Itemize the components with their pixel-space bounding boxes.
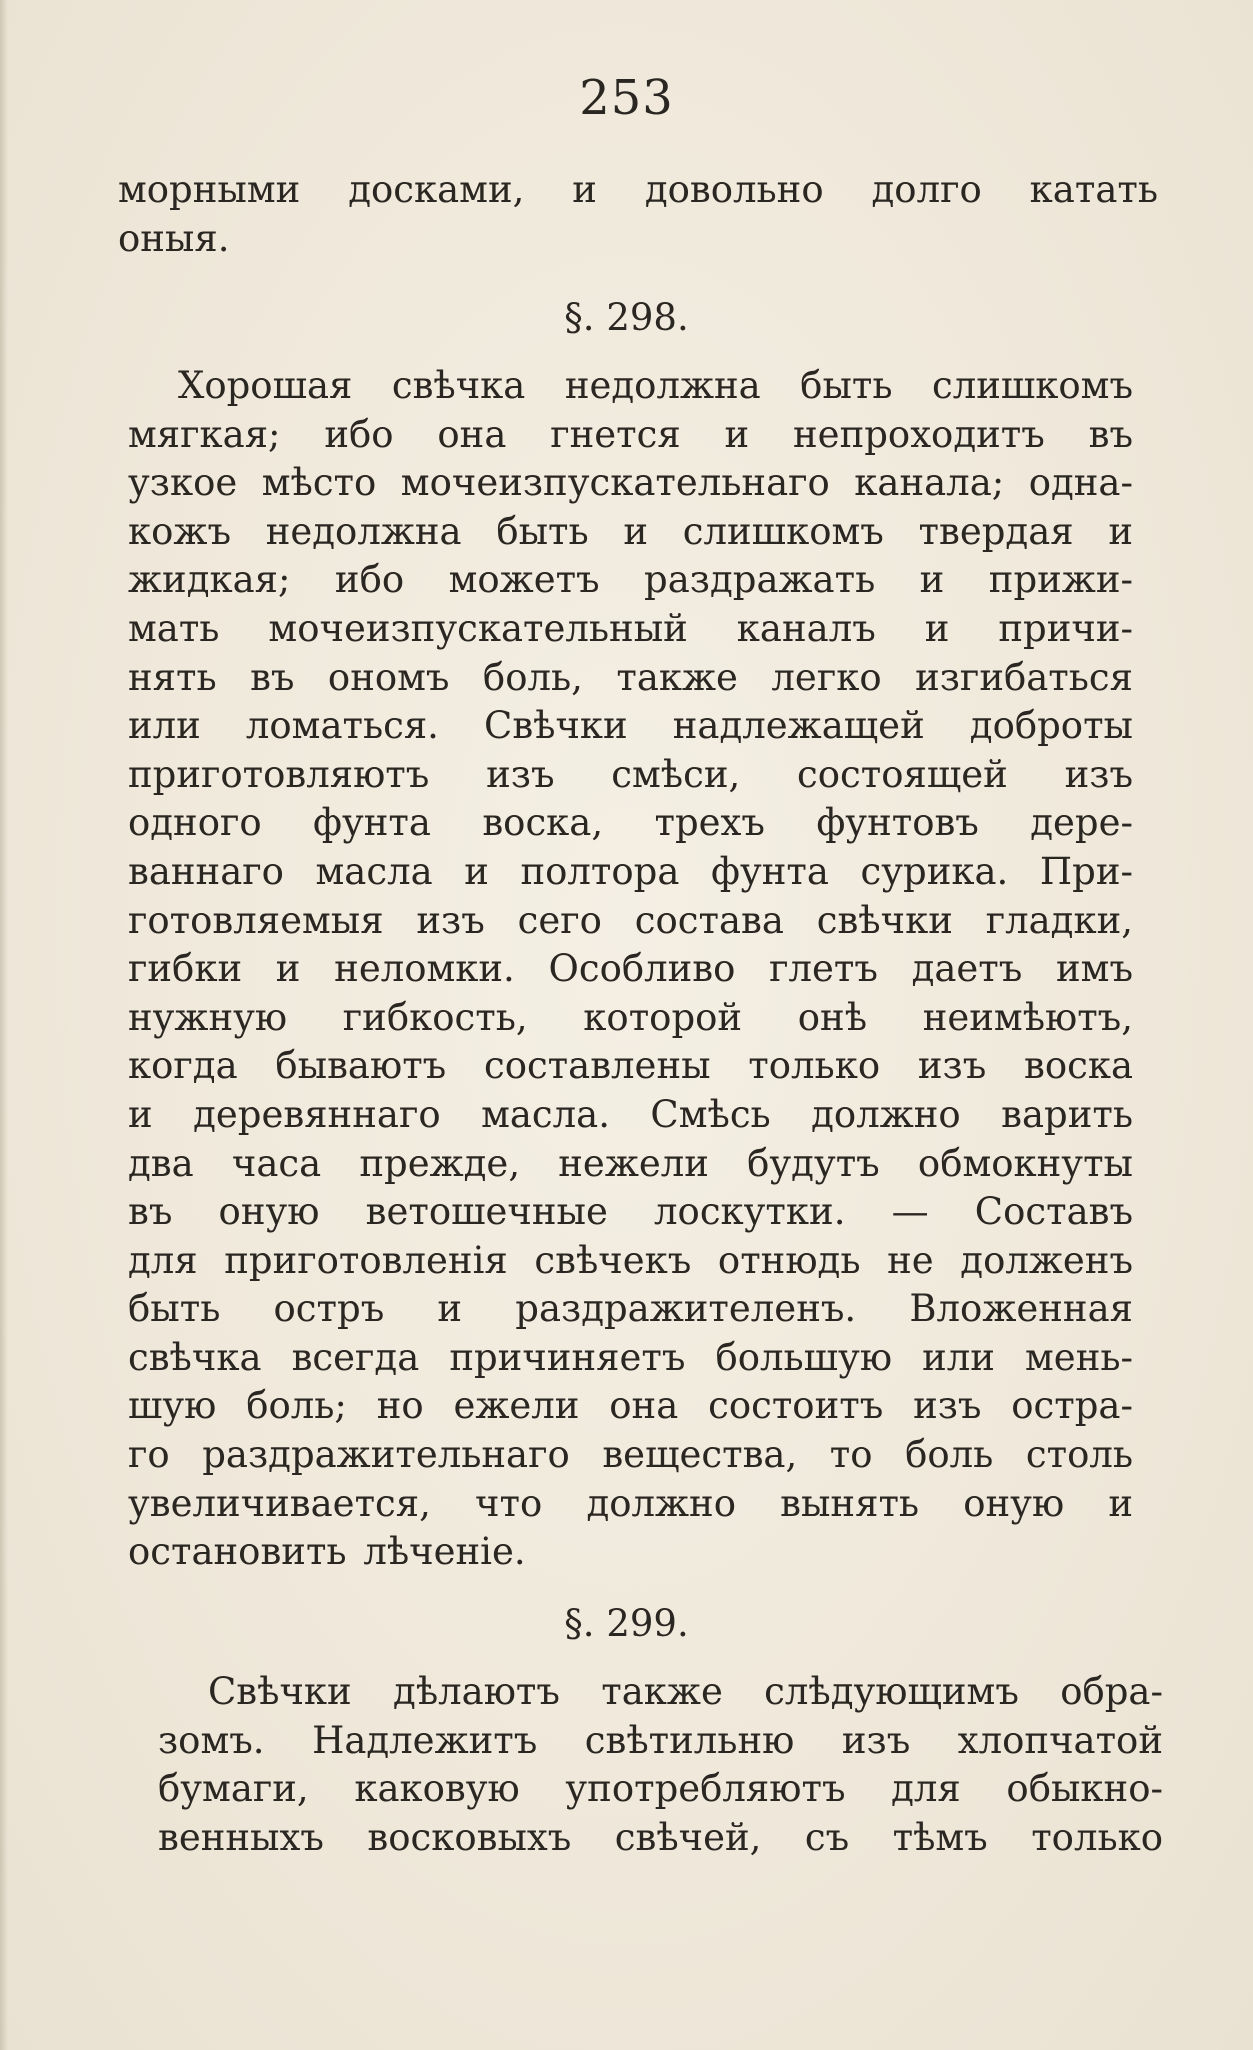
text-line: венныхъ восковыхъ свѣчей, съ тѣмъ только	[158, 1815, 1163, 1859]
text-line: кожъ недолжна быть и слишкомъ твердая и	[128, 509, 1133, 553]
text-line: шую боль; но ежели она состоитъ изъ остра-	[128, 1384, 1133, 1428]
text-line: морными досками, и довольно долго катать	[118, 168, 1158, 211]
text-line: нять въ ономъ боль, также легко изгибаться	[128, 655, 1133, 699]
text-line: Хорошая свѣчка недолжна быть слишкомъ	[178, 364, 1133, 407]
text-line: одного фунта воска, трехъ фунтовъ дере-	[128, 801, 1133, 845]
text-line: Свѣчки дѣлаютъ также слѣдующимъ обра-	[208, 1670, 1163, 1713]
text-line: мать мочеизпускательный каналъ и причи-	[128, 606, 1133, 650]
text-line: нужную гибкость, которой онѣ неимѣютъ,	[128, 995, 1133, 1039]
text-line: бумаги, каковую употребляютъ для обыкно-	[158, 1767, 1163, 1811]
text-line: въ оную ветошечные лоскутки. — Составъ	[128, 1190, 1133, 1234]
text-line: го раздражительнаго вещества, то боль столь	[128, 1433, 1133, 1477]
page-number: 253	[579, 70, 674, 126]
text-line: зомъ. Надлежитъ свѣтильню изъ хлопчатой	[158, 1718, 1163, 1762]
text-line: быть остръ и раздражителенъ. Вложенная	[128, 1287, 1133, 1331]
section-299-paragraph	[158, 1668, 1163, 1862]
text-line: увеличивается, что должно вынять оную и	[128, 1481, 1133, 1525]
section-heading-298: §. 298.	[564, 296, 689, 339]
text-line: мягкая; ибо она гнется и непроходитъ въ	[128, 412, 1133, 456]
text-line: для приготовленія свѣчекъ отнюдь не долженъ	[128, 1238, 1133, 1282]
text-line: оныя.	[118, 216, 230, 260]
text-line: когда бываютъ составлены только изъ воска	[128, 1044, 1133, 1088]
section-heading-299: §. 299.	[564, 1602, 689, 1645]
intro-paragraph	[118, 166, 1158, 263]
text-line: жидкая; ибо можетъ раздражать и прижи-	[128, 558, 1133, 602]
text-line: приготовляютъ изъ смѣси, состоящей изъ	[128, 752, 1133, 796]
text-line: или ломаться. Свѣчки надлежащей доброты	[128, 704, 1133, 748]
text-line: гибки и неломки. Особливо глетъ даетъ имъ	[128, 947, 1133, 991]
text-line: свѣчка всегда причиняетъ большую или мень-	[128, 1335, 1133, 1379]
text-line: узкое мѣсто мочеизпускательнаго канала; одна-	[128, 461, 1133, 505]
text-line: остановить лѣченіе.	[128, 1530, 526, 1574]
section-298-paragraph	[128, 362, 1133, 1577]
text-line: готовляемыя изъ сего состава свѣчки гладки,	[128, 898, 1133, 942]
text-line: и деревяннаго масла. Смѣсь должно варить	[128, 1092, 1133, 1136]
text-line: два часа прежде, нежели будутъ обмокнуты	[128, 1141, 1133, 1185]
text-line: ваннаго масла и полтора фунта сурика. При-	[128, 849, 1133, 893]
